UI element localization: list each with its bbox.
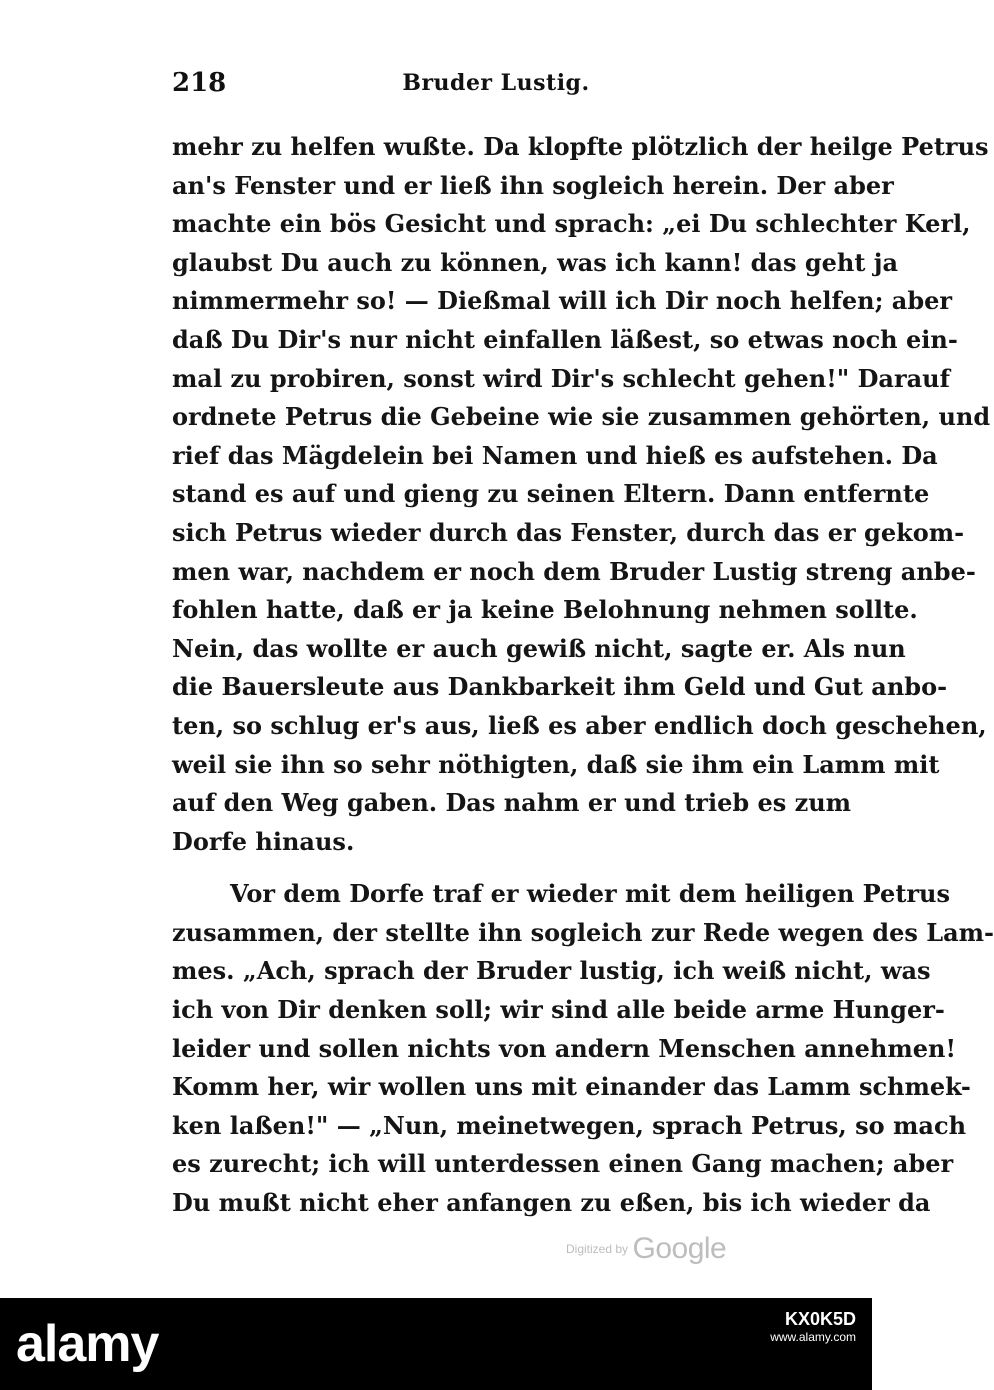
paragraph-1 bbox=[172, 128, 991, 861]
text-line: ten, so schlug er's aus, ließ es aber endlich doch geschehen, bbox=[172, 710, 987, 740]
running-title: Bruder Lustig. bbox=[402, 70, 590, 96]
stock-photo-bar bbox=[0, 1298, 872, 1390]
text-line: Dorfe hinaus. bbox=[172, 826, 355, 856]
text-line: men war, nachdem er noch dem Bruder Lustig streng anbe- bbox=[172, 556, 976, 586]
text-line: die Bauersleute aus Dankbarkeit ihm Geld und Gut anbo- bbox=[172, 672, 948, 702]
stock-meta bbox=[770, 1310, 856, 1346]
text-line: fohlen hatte, daß er ja keine Belohnung nehmen sollte. bbox=[172, 595, 918, 625]
stock-image-id: KX0K5D bbox=[784, 1309, 856, 1329]
watermark-brand: Google bbox=[632, 1232, 727, 1265]
text-line: mes. „Ach, sprach der Bruder lustig, ich weiß nicht, was bbox=[172, 956, 931, 986]
text-line: leider und sollen nichts von andern Menschen annehmen! bbox=[172, 1033, 957, 1063]
stock-logo: alamy bbox=[16, 1315, 159, 1373]
text-line: ken laßen!" — „Nun, meinetwegen, sprach Petrus, so mach bbox=[172, 1110, 967, 1140]
paragraph-2 bbox=[172, 875, 994, 1222]
text-line: rief das Mägdelein bei Namen und hieß es aufstehen. Da bbox=[172, 440, 938, 470]
text-line: Komm her, wir wollen uns mit einander das Lamm schmek- bbox=[172, 1072, 971, 1102]
text-line: stand es auf und gieng zu seinen Eltern. Dann entfernte bbox=[172, 479, 930, 509]
text-line: ich von Dir denken soll; wir sind alle beide arme Hunger- bbox=[172, 995, 945, 1025]
watermark-prefix: Digitized by bbox=[566, 1242, 629, 1256]
text-line: nimmermehr so! — Dießmal will ich Dir noch helfen; aber bbox=[172, 286, 953, 316]
stock-url: www.alamy.com bbox=[770, 1330, 856, 1344]
text-line: sich Petrus wieder durch das Fenster, durch das er gekom- bbox=[172, 517, 965, 547]
text-line: mehr zu helfen wußte. Da klopfte plötzlich der heilge Petrus bbox=[172, 132, 989, 161]
text-line: es zurecht; ich will unterdessen einen Gang machen; aber bbox=[172, 1149, 954, 1179]
text-line: glaubst Du auch zu können, was ich kann! das geht ja bbox=[172, 247, 899, 277]
page-number: 218 bbox=[172, 68, 227, 98]
text-line: Du mußt nicht eher anfangen zu eßen, bis ich wieder da bbox=[172, 1188, 931, 1218]
text-line: ordnete Petrus die Gebeine wie sie zusammen gehörten, und bbox=[172, 402, 991, 432]
text-line: Nein, das wollte er auch gewiß nicht, sagte er. Als nun bbox=[172, 633, 906, 663]
text-line: an's Fenster und er ließ ihn sogleich herein. Der aber bbox=[172, 170, 894, 200]
text-line: mal zu probiren, sonst wird Dir's schlecht gehen!" Darauf bbox=[172, 363, 950, 393]
text-line: auf den Weg gaben. Das nahm er und trieb es zum bbox=[172, 788, 852, 818]
text-line: Vor dem Dorfe traf er wieder mit dem heiligen Petrus bbox=[230, 879, 951, 909]
text-line: machte ein bös Gesicht und sprach: „ei Du schlechter Kerl, bbox=[172, 209, 971, 239]
digitized-by-google-watermark bbox=[566, 1232, 726, 1272]
body-text bbox=[172, 128, 994, 1223]
paragraph-gap bbox=[172, 861, 820, 875]
text-line: daß Du Dir's nur nicht einfallen läßest, so etwas noch ein- bbox=[172, 324, 958, 354]
text-line: zusammen, der stellte ihn sogleich zur Rede wegen des Lam- bbox=[172, 917, 994, 947]
page-header bbox=[172, 68, 820, 108]
text-line: weil sie ihn so sehr nöthigten, daß sie ihm ein Lamm mit bbox=[172, 749, 940, 779]
